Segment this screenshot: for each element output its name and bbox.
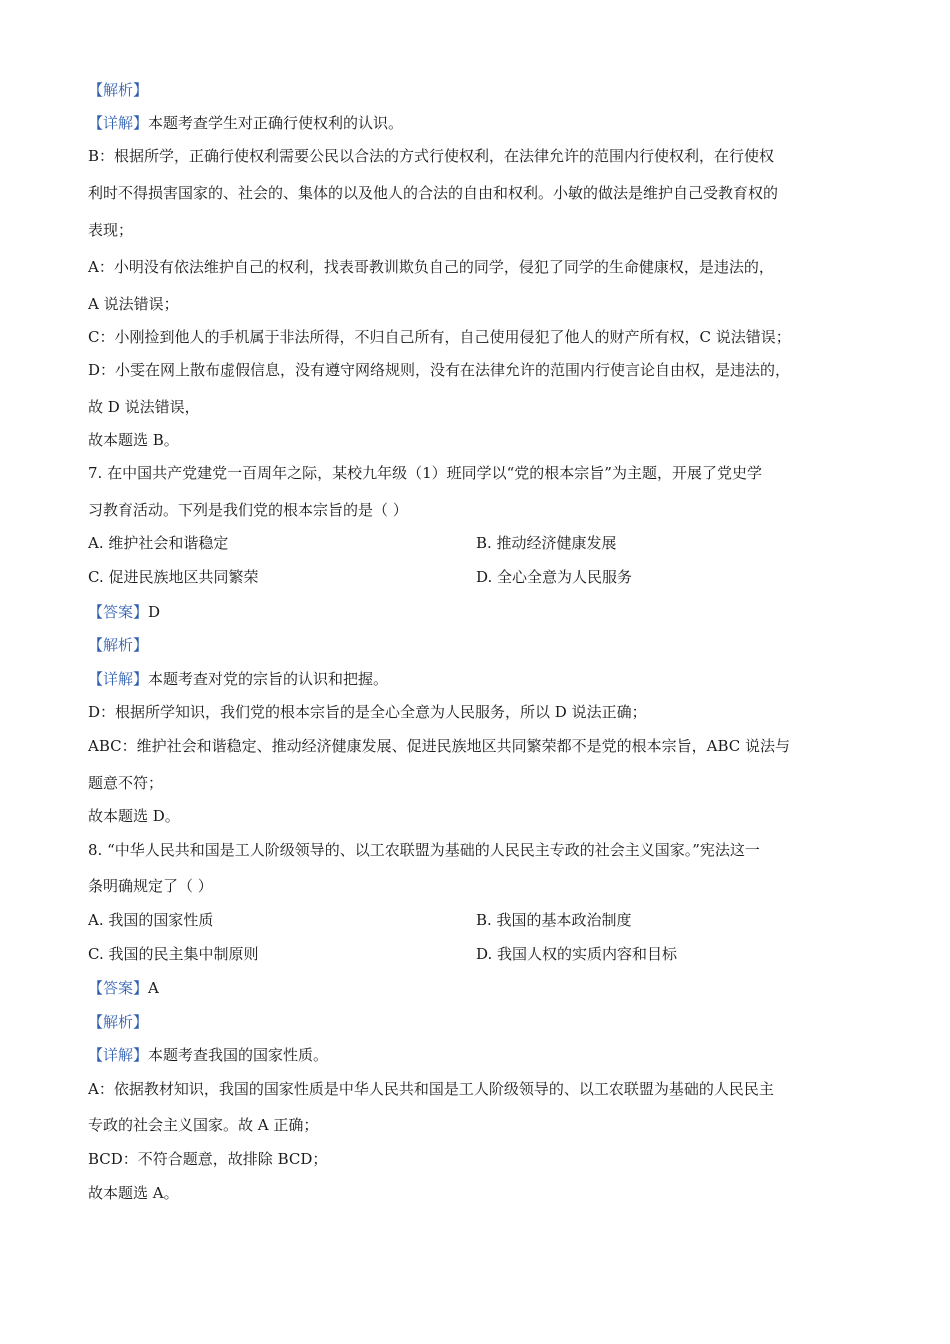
text-line: BCD：不符合题意，故排除 BCD； (88, 1150, 328, 1168)
answer-line: 【答案】D (88, 603, 161, 621)
document-page (88, 72, 868, 1203)
detail-line: 【详解】本题考查对党的宗旨的认识和把握。 (88, 670, 389, 688)
option-b: B. 我国的基本政治制度 (476, 911, 632, 929)
text-line: D：根据所学知识，我们党的根本宗旨的是全心全意为人民服务，所以 D 说法正确； (88, 703, 647, 721)
option-a: A. 我国的国家性质 (88, 911, 214, 929)
conclusion-line: 故本题选 A。 (88, 1184, 179, 1202)
options-row (88, 910, 868, 930)
analysis-label: 【解析】 (88, 636, 149, 654)
analysis-label: 【解析】 (88, 1013, 149, 1031)
options-row (88, 944, 868, 964)
text-line: 表现； (88, 221, 134, 239)
option-c: C. 促进民族地区共同繁荣 (88, 568, 259, 586)
text-line: A：小明没有依法维护自己的权利，找表哥教训欺负自己的同学，侵犯了同学的生命健康权，是违法的， (88, 258, 774, 276)
option-a: A. 维护社会和谐稳定 (88, 534, 229, 552)
text-line: B：根据所学，正确行使权利需要公民以合法的方式行使权利，在法律允许的范围内行使权利，在行使权 (88, 147, 775, 165)
conclusion-line: 故本题选 B。 (88, 431, 179, 449)
option-d: D. 全心全意为人民服务 (476, 568, 633, 586)
option-c: C. 我国的民主集中制原则 (88, 945, 259, 963)
detail-line: 【详解】本题考查学生对正确行使权利的认识。 (88, 114, 404, 132)
text-line: D：小雯在网上散布虚假信息，没有遵守网络规则，没有在法律允许的范围内行使言论自由权，是违法的， (88, 361, 791, 379)
conclusion-line: 故本题选 D。 (88, 807, 180, 825)
analysis-label: 【解析】 (88, 81, 149, 99)
text-line: 故 D 说法错误， (88, 398, 200, 416)
option-d: D. 我国人权的实质内容和目标 (476, 945, 678, 963)
options-row (88, 567, 868, 587)
text-line: 专政的社会主义国家。故 A 正确； (88, 1116, 319, 1134)
detail-line: 【详解】本题考查我国的国家性质。 (88, 1046, 329, 1064)
question-stem: 7. 在中国共产党建党一百周年之际，某校九年级（1）班同学以“党的根本宗旨”为主题，开展了党史学 (88, 464, 762, 482)
text-line: 利时不得损害国家的、社会的、集体的以及他人的合法的自由和权利。小敏的做法是维护自己受教育权的 (88, 184, 779, 202)
answer-line: 【答案】A (88, 979, 159, 997)
question-stem: 8. “中华人民共和国是工人阶级领导的、以工农联盟为基础的人民民主专政的社会主义国家。”宪法这一 (88, 841, 760, 859)
text-line: 题意不符； (88, 774, 164, 792)
question-stem: 条明确规定了（ ） (88, 877, 213, 895)
question-stem: 习教育活动。下列是我们党的根本宗旨的是（ ） (88, 501, 408, 519)
option-b: B. 推动经济健康发展 (476, 534, 617, 552)
options-row (88, 533, 868, 553)
text-line: C：小刚捡到他人的手机属于非法所得，不归自己所有，自己使用侵犯了他人的财产所有权，C 说法错误； (88, 328, 791, 346)
text-line: A 说法错误； (88, 295, 179, 313)
text-line: A：依据教材知识，我国的国家性质是中华人民共和国是工人阶级领导的、以工农联盟为基础的人民民主 (88, 1080, 774, 1098)
text-line: ABC：维护社会和谐稳定、推动经济健康发展、促进民族地区共同繁荣都不是党的根本宗旨，ABC 说法与 (88, 737, 790, 755)
